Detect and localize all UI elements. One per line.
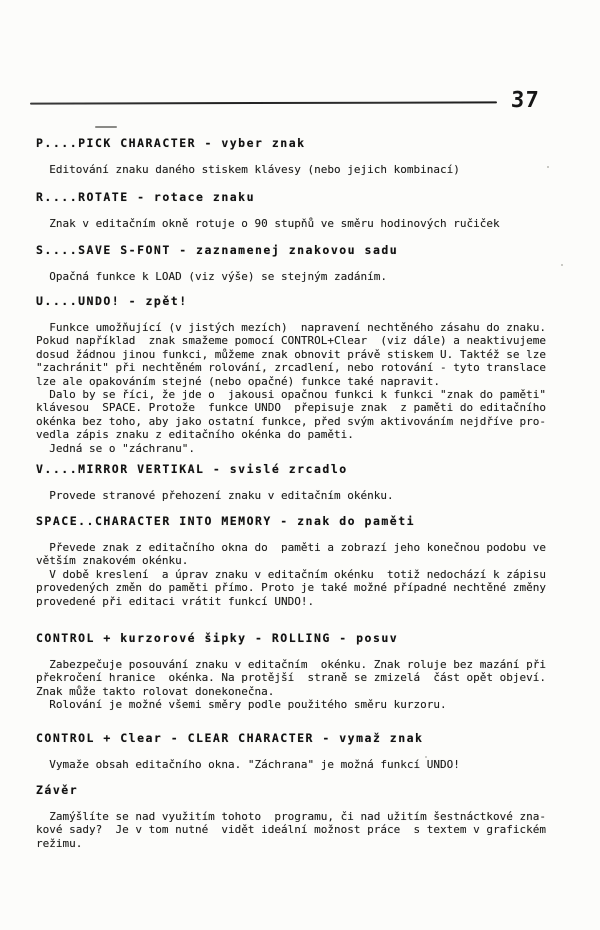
section-heading: P....PICK CHARACTER - vyber znak <box>36 136 306 150</box>
section-heading: U....UNDO! - zpět! <box>36 294 188 308</box>
section-heading: SPACE..CHARACTER INTO MEMORY - znak do paměti <box>36 514 416 528</box>
text-line: Editování znaku daného stiskem klávesy (nebo jejich kombinací) <box>36 163 460 176</box>
text-line: Znak může takto rolovat donekonečna. <box>36 684 275 698</box>
smudge-mark <box>95 126 117 128</box>
manual-section <box>36 243 576 283</box>
text-line: Vymaže obsah editačního okna. "Záchrana" je možná funkcí UNDO! <box>36 758 460 771</box>
text-line: Zabezpečuje posouvání znaku v editačním okénku. Znak roluje bez mazání při <box>36 658 546 671</box>
text-line: Znak v editačním okně rotuje o 90 stupňů ve směru hodinových ručiček <box>36 217 500 230</box>
text-line: Zamýšlíte se nad využitím tohoto programu, či nad užitím šestnáctkové zna- <box>36 810 546 823</box>
text-line: Rolování je možné všemi směry podle použitého směru kurzoru. <box>36 698 447 712</box>
text-line: větším znakovém okénku. <box>36 554 189 568</box>
manual-section <box>36 731 576 771</box>
section-heading: V....MIRROR VERTIKAL - svislé zrcadlo <box>36 462 348 476</box>
text-line: Dalo by se říci, že jde o jakousi opačnou funkci k funkci "znak do paměti" <box>36 388 546 402</box>
header-rule <box>30 101 497 104</box>
section-heading: R....ROTATE - rotace znaku <box>36 190 256 204</box>
page-number: 37 <box>510 88 541 113</box>
text-line: "zachránit" při nechtěném rolování, zrcadlení, nebo rotování - tyto translace <box>36 361 546 375</box>
text-line: kové sady? Je v tom nutné vidět ideální možnost práce s textem v grafickém <box>36 823 546 837</box>
text-line: Jedná se o "záchranu". <box>36 441 195 455</box>
text-line: Provede stranové přehození znaku v editačním okénku. <box>36 489 394 502</box>
text-line: okénka bez toho, aby jako ostatní funkce, před svým aktivováním nejdříve pro- <box>36 414 546 428</box>
manual-section <box>36 631 576 712</box>
text-line: Opačná funkce k LOAD (viz výše) se stejným zadáním. <box>36 270 387 283</box>
text-line: provedených změn do paměti přímo. Proto je také možné případné nechtěné změny <box>36 581 546 595</box>
section-heading: CONTROL + Clear - CLEAR CHARACTER - vymaž znak <box>36 731 424 745</box>
section-heading: CONTROL + kurzorové šipky - ROLLING - posuv <box>36 631 399 645</box>
manual-section <box>36 462 576 502</box>
text-line: režimu. <box>36 836 83 850</box>
text-line: Převede znak z editačního okna do paměti a zobrazí jeho konečnou podobu ve <box>36 541 546 554</box>
text-line: dosud žádnou jinou funkci, můžeme znak obnovit právě stiskem U. Taktéž se lze <box>36 347 546 361</box>
text-line: lze ale opakováním stejné (nebo opačné) funkce také napravit. <box>36 374 440 388</box>
text-line: překročení hranice okénka. Na protější straně se zmizelá část opět objeví. <box>36 671 546 685</box>
text-line: V době kreslení a úprav znaku v editačním okénku totiž nedochází k zápisu <box>36 567 546 581</box>
text-line: Funkce umožňující (v jistých mezích) napravení nechtěného zásahu do znaku. <box>36 321 546 334</box>
text-line: klávesou SPACE. Protože funkce UNDO přepisuje znak z paměti do editačního <box>36 401 546 415</box>
section-heading: Závěr <box>36 783 79 797</box>
text-line: vedla zápis znaku z editačního okénka do paměti. <box>36 428 354 442</box>
text-line: Pokud například znak smažeme pomocí CONTROL+Clear (viz dále) a neaktivujeme <box>36 334 546 348</box>
manual-section <box>36 136 576 176</box>
manual-section <box>36 294 576 455</box>
section-heading: S....SAVE S-FONT - zaznamenej znakovou sadu <box>36 243 399 257</box>
manual-section <box>36 514 576 608</box>
manual-section <box>36 783 576 850</box>
text-line: provedené při editaci vrátit funkcí UNDO!. <box>36 594 315 608</box>
manual-section <box>36 190 576 230</box>
